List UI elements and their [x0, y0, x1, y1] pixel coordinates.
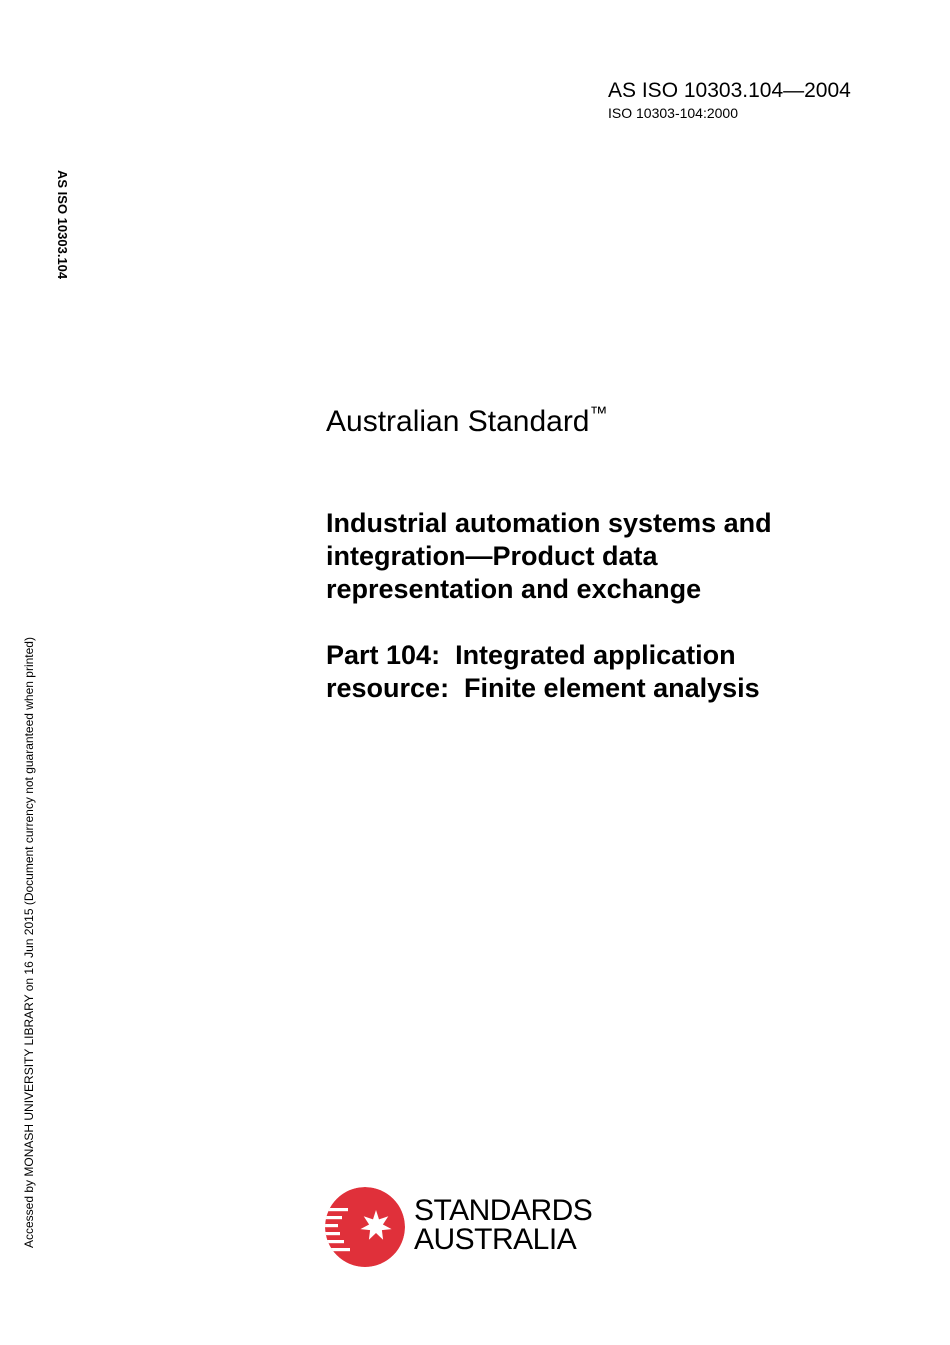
- part-line: Part 104: Integrated application: [326, 640, 736, 670]
- document-title: [326, 507, 846, 606]
- logo-stripe: [324, 1216, 342, 1219]
- part-line: resource: Finite element analysis: [326, 673, 760, 703]
- logo-line-standards: STANDARDS: [414, 1194, 593, 1227]
- part-title: [326, 639, 846, 705]
- logo-stripe: [324, 1248, 350, 1251]
- logo-mark-icon: [324, 1186, 406, 1268]
- logo-stripe: [324, 1208, 348, 1211]
- title-line: Industrial automation systems and: [326, 508, 772, 538]
- title-line: integration—Product data: [326, 541, 658, 571]
- logo-stripe: [324, 1224, 338, 1227]
- spine-label: AS ISO 10303.104: [55, 170, 70, 280]
- standards-australia-logo: [324, 1186, 604, 1268]
- document-type: [326, 404, 608, 440]
- logo-wordmark: [414, 1196, 592, 1254]
- standard-number: AS ISO 10303.104—2004: [608, 79, 851, 102]
- logo-line-australia: AUSTRALIA: [414, 1223, 577, 1256]
- title-line: representation and exchange: [326, 574, 702, 604]
- access-note: Accessed by MONASH UNIVERSITY LIBRARY on 16 Jun 2015 (Document currency not guaranteed when printed): [22, 637, 36, 1248]
- logo-stripe: [324, 1240, 344, 1243]
- logo-stripe: [324, 1232, 340, 1235]
- iso-number: ISO 10303-104:2000: [608, 105, 738, 121]
- trademark-symbol: ™: [589, 403, 608, 423]
- document-type-text: Australian Standard: [326, 405, 590, 438]
